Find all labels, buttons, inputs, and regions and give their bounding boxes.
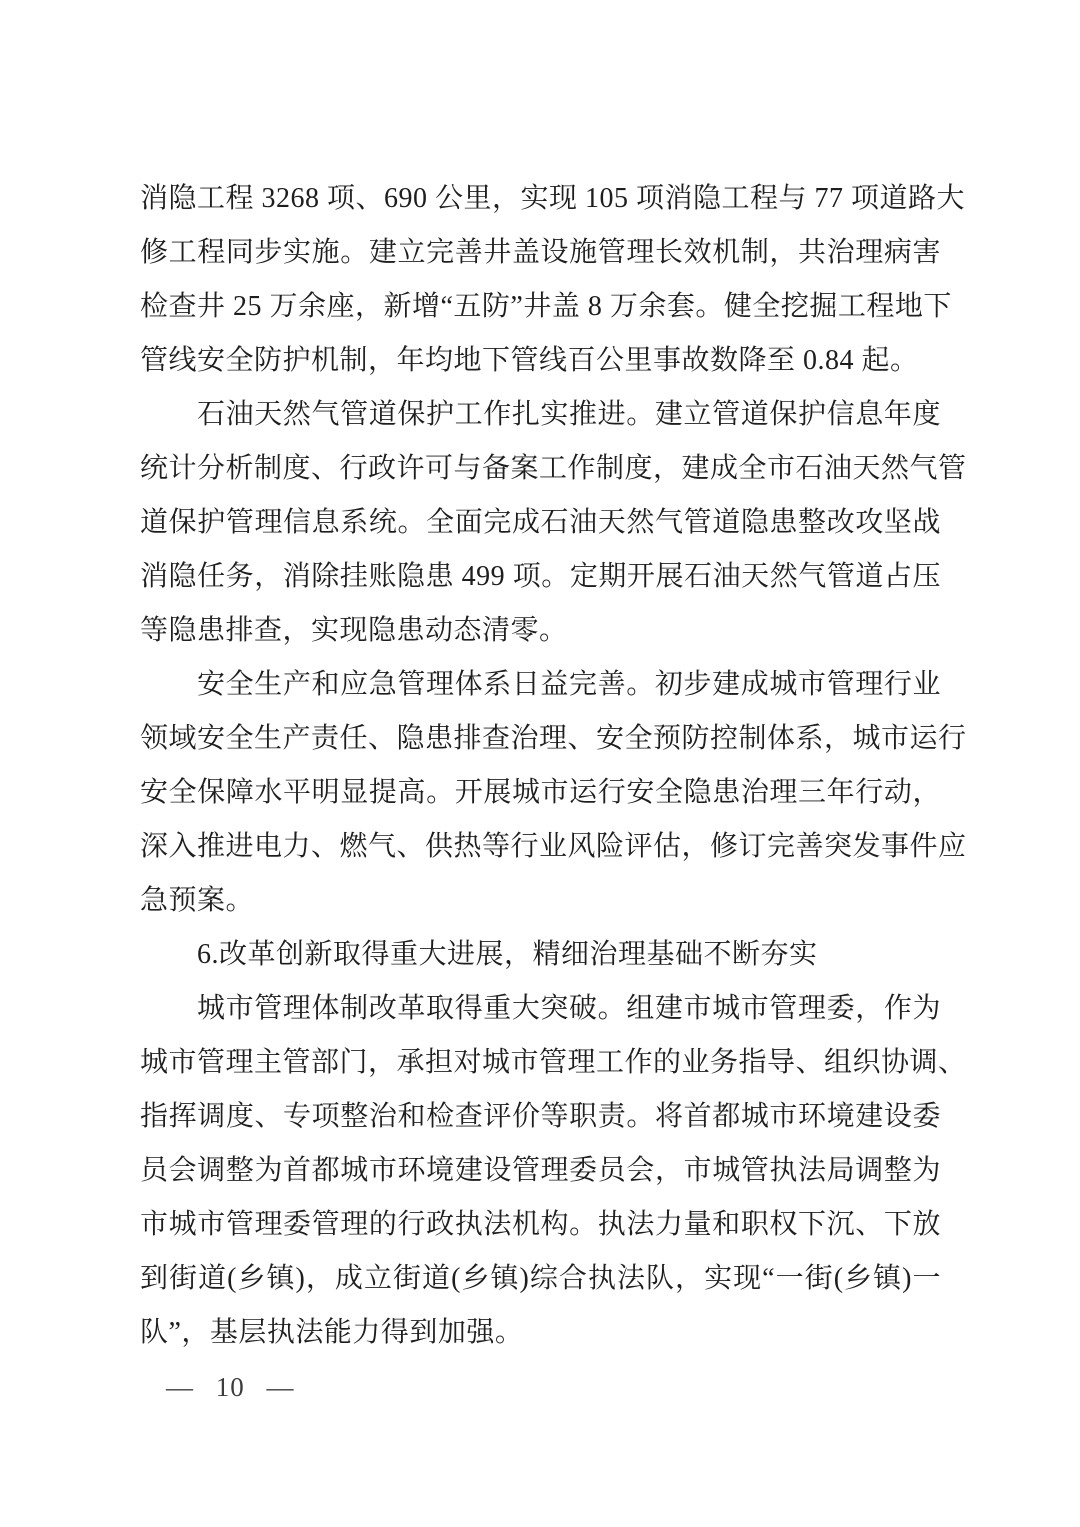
text-line: 城市管理体制改革取得重大突破。组建市城市管理委，作为: [197, 993, 941, 1024]
text-line: 领域安全生产责任、隐患排查治理、安全预防控制体系，城市运行: [140, 723, 967, 754]
text-line: 石油天然气管道保护工作扎实推进。建立管道保护信息年度: [197, 399, 941, 430]
text-line: 等隐患排查，实现隐患动态清零。: [140, 615, 568, 646]
document-body: [140, 172, 967, 1414]
paragraph-system-reform: [140, 982, 967, 1360]
page-number: — 10 —: [166, 1372, 295, 1402]
text-line: 统计分析制度、行政许可与备案工作制度，建成全市石油天然气管: [140, 453, 967, 484]
paragraph-hidden-danger-projects: [140, 172, 966, 388]
paragraphs-container: [140, 172, 967, 1360]
text-line: 管线安全防护机制，年均地下管线百公里事故数降至 0.84 起。: [140, 345, 919, 376]
text-line: 指挥调度、专项整治和检查评价等职责。将首都城市环境建设委: [140, 1101, 941, 1132]
text-line: 安全生产和应急管理体系日益完善。初步建成城市管理行业: [197, 669, 941, 700]
text-line: 市城市管理委管理的行政执法机构。执法力量和职权下沉、下放: [140, 1209, 941, 1240]
text-line: 队”，基层执法能力得到加强。: [140, 1317, 524, 1348]
paragraph-safety-emergency: [140, 658, 967, 928]
text-line: 道保护管理信息系统。全面完成石油天然气管道隐患整改攻坚战: [140, 507, 941, 538]
text-line: 修工程同步实施。建立完善井盖设施管理长效机制，共治理病害: [140, 237, 941, 268]
text-line: 6.改革创新取得重大进展，精细治理基础不断夯实: [197, 939, 818, 970]
text-line: 到街道(乡镇)，成立街道(乡镇)综合执法队，实现“一街(乡镇)一: [140, 1263, 941, 1294]
text-line: 深入推进电力、燃气、供热等行业风险评估，修订完善突发事件应: [140, 831, 967, 862]
heading-section-6: [140, 928, 941, 982]
text-line: 检查井 25 万余座，新增“五防”井盖 8 万余套。健全挖掘工程地下: [140, 291, 952, 322]
text-line: 员会调整为首都城市环境建设管理委员会，市城管执法局调整为: [140, 1155, 941, 1186]
paragraph-oil-gas-pipeline: [140, 388, 967, 658]
text-line: 安全保障水平明显提高。开展城市运行安全隐患治理三年行动，: [140, 777, 941, 808]
text-line: 城市管理主管部门，承担对城市管理工作的业务指导、组织协调、: [140, 1047, 967, 1078]
text-line: 消隐任务，消除挂账隐患 499 项。定期开展石油天然气管道占压: [140, 561, 941, 592]
text-line: 急预案。: [140, 885, 255, 916]
text-line: 消隐工程 3268 项、690 公里，实现 105 项消隐工程与 77 项道路大: [140, 183, 966, 214]
